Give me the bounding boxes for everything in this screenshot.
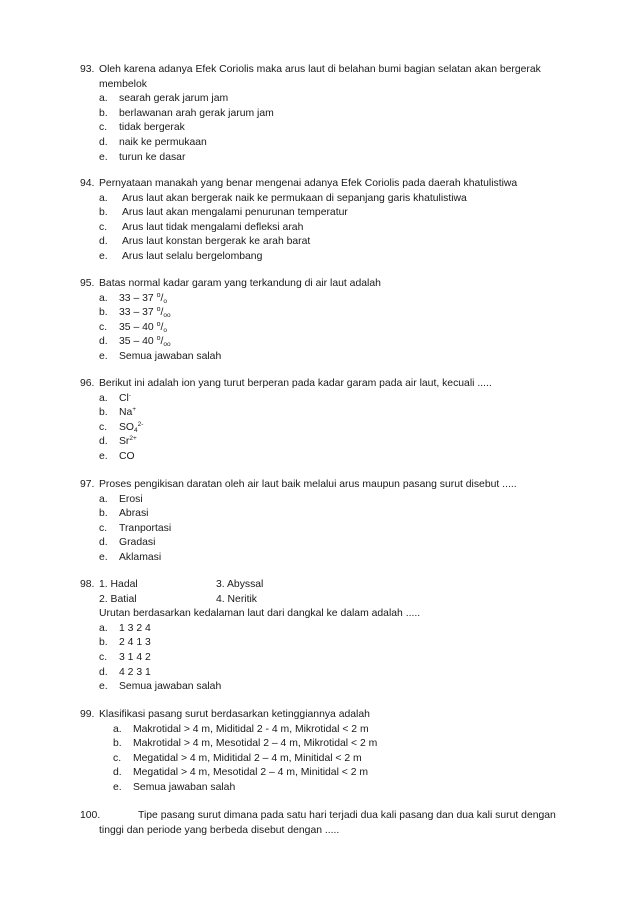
question-number: 95.	[80, 278, 95, 289]
question-97	[80, 478, 580, 566]
option-c: c. Tranportasi	[99, 522, 172, 534]
option-e: e. Semua jawaban salah	[99, 681, 222, 693]
question-text: Klasifikasi pasang surut berdasarkan ketinggiannya adalah	[99, 709, 370, 720]
option-a: a. 1 3 2 4	[99, 622, 151, 634]
option-c: c. $SO_4^{2-}$	[99, 420, 144, 434]
question-93	[80, 63, 580, 165]
question-stem	[80, 478, 580, 493]
question-stem	[80, 377, 580, 392]
option-d: d. naik ke permukaan	[99, 136, 207, 148]
question-text-continued: membelok	[99, 78, 147, 90]
option-c: c. Megatidal > 4 m, Miditidal 2 – 4 m, Minitidal < 2 m	[113, 752, 362, 764]
option-a: a. Arus laut akan bergerak naik ke permukaan di sepanjang garis khatulistiwa	[99, 192, 467, 204]
option-c: c. 3 1 4 2	[99, 651, 151, 663]
list-item: 2. Batial	[99, 593, 137, 605]
question-94	[80, 177, 580, 265]
question-number: 100.	[80, 810, 101, 821]
question-text: Berikut ini adalah ion yang turut berperan pada kadar garam pada air laut, kecuali .....	[99, 378, 492, 389]
option-d: d. 35 – 40 $^o$/oo	[99, 335, 171, 349]
option-e: e. turun ke dasar	[99, 151, 186, 163]
question-text-continued: tinggi dan periode yang berbeda disebut dengan .....	[99, 824, 340, 836]
question-number: 94.	[80, 178, 95, 189]
option-e: e. Semua jawaban salah	[99, 350, 222, 362]
option-b: b. 33 – 37 $^o$/oo	[99, 306, 171, 320]
list-item: 3. Abyssal	[216, 579, 264, 590]
option-b: b. Makrotidal > 4 m, Mesotidal 2 – 4 m, Mikrotidal < 2 m	[113, 738, 378, 750]
question-text: Oleh karena adanya Efek Coriolis maka arus laut di belahan bumi bagian selatan akan bergerak	[99, 64, 541, 75]
question-number: 93.	[80, 64, 95, 75]
option-b: b. Abrasi	[99, 508, 149, 520]
question-text: Urutan berdasarkan kedalaman laut dari dangkal ke dalam adalah .....	[99, 608, 421, 620]
question-number: 99.	[80, 709, 95, 720]
question-number: 97.	[80, 479, 95, 490]
question-stem	[80, 578, 580, 593]
question-number: 98.	[80, 579, 95, 590]
question-96	[80, 377, 580, 465]
option-a: a. searah gerak jarum jam	[99, 93, 229, 105]
question-number: 96.	[80, 378, 95, 389]
question-95	[80, 277, 580, 365]
option-a: a. 33 – 37 $^o$/o	[99, 291, 167, 305]
option-e: e. Aklamasi	[99, 551, 162, 563]
option-c: c. Arus laut tidak mengalami defleksi arah	[99, 221, 304, 233]
option-b: b. 2 4 1 3	[99, 637, 151, 649]
question-100	[80, 809, 580, 838]
option-d: d. Megatidal > 4 m, Mesotidal 2 – 4 m, Minitidal < 2 m	[113, 767, 369, 779]
option-b: b. Arus laut akan mengalami penurunan temperatur	[99, 207, 348, 219]
option-e: e. Semua jawaban salah	[113, 781, 236, 793]
option-d: d. 4 2 3 1	[99, 666, 151, 678]
option-a: a. Cl-	[99, 391, 131, 404]
option-b: b. Na+	[99, 406, 137, 419]
question-99	[80, 708, 580, 796]
question-text: Pernyataan manakah yang benar mengenai adanya Efek Coriolis pada daerah khatulistiwa	[99, 178, 518, 189]
list-row	[80, 593, 580, 608]
option-c: c. tidak bergerak	[99, 122, 185, 134]
list-item: 1. Hadal	[99, 579, 138, 590]
option-d: d. Arus laut konstan bergerak ke arah barat	[99, 236, 311, 248]
question-stem	[80, 708, 580, 723]
option-b: b. berlawanan arah gerak jarum jam	[99, 107, 274, 119]
option-e: e. Arus laut selalu bergelombang	[99, 250, 263, 262]
question-stem	[80, 177, 580, 192]
option-d: d. $Sr^{2+}$	[99, 435, 137, 448]
list-item: 4. Neritik	[216, 593, 257, 605]
question-text: Proses pengikisan daratan oleh air laut baik melalui arus maupun pasang surut disebut .....	[99, 479, 517, 490]
question-stem	[80, 63, 580, 78]
option-c: c. 35 – 40 $^o$/o	[99, 320, 167, 334]
option-d: d. Gradasi	[99, 537, 156, 549]
question-stem	[80, 277, 580, 292]
question-text: Batas normal kadar garam yang terkandung di air laut adalah	[99, 278, 381, 289]
option-a: a. Makrotidal > 4 m, Miditidal 2 - 4 m, Mikrotidal < 2 m	[113, 723, 369, 735]
question-98	[80, 578, 580, 695]
option-a: a. Erosi	[99, 493, 143, 505]
question-stem	[80, 809, 580, 824]
question-text: Tipe pasang surut dimana pada satu hari terjadi dua kali pasang dan dua kali surut dengan	[138, 810, 556, 821]
option-e: e. CO	[99, 450, 135, 462]
